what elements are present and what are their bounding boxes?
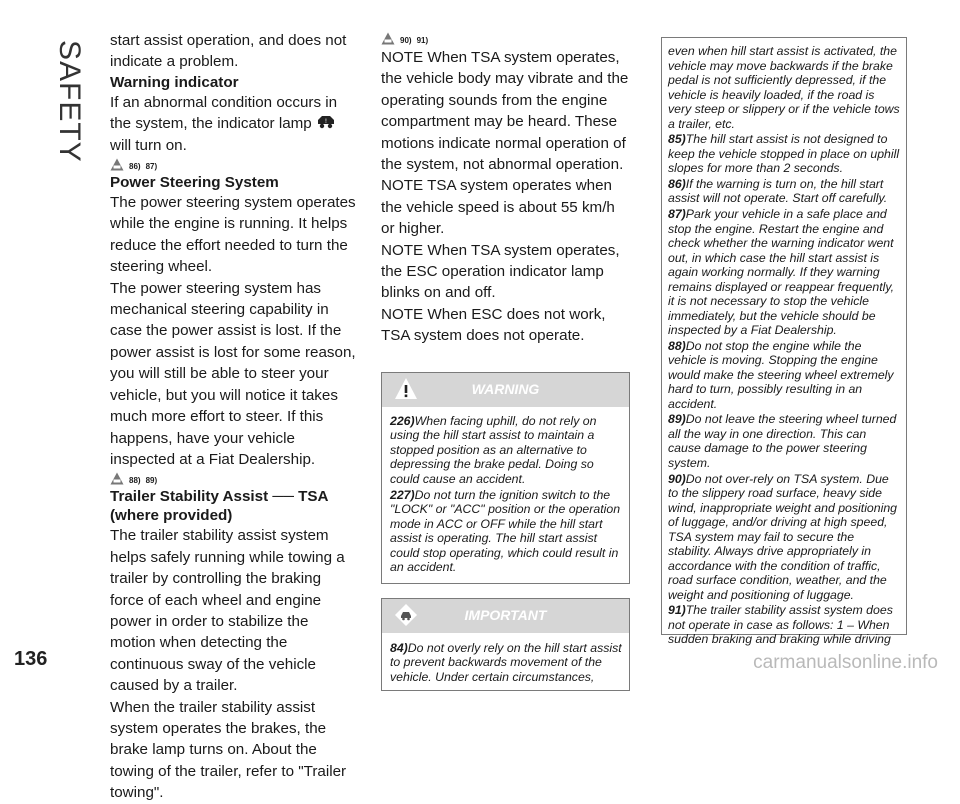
item-number: 91) xyxy=(668,603,686,618)
reference-number: 90) xyxy=(400,36,412,45)
warning-indicator-paragraph xyxy=(110,92,358,156)
item-text: The trailer stability assist system does not operate in case as follows: 1 – When sudden braking and braking while driving xyxy=(668,603,893,647)
warning-item-227 xyxy=(390,488,622,575)
item-text: Do not stop the engine while the vehicle is moving. Stopping the engine would make the steering wheel extremely hard to turn, possibly resulting in an accident. xyxy=(668,338,894,411)
intro-paragraph: start assist operation, and does not indicate a problem. xyxy=(110,32,347,71)
page-number: 136 xyxy=(14,648,48,670)
item-text: Park your vehicle in a safe place and stop the engine. Restart the engine and check whether the warning indicator went out, in which case the hill start assist is again working normally. If they warning remains displayed or reappear frequently, it is not necessary to stop the vehicle immediately, but the vehicle should be inspected by a Fiat Dealership. xyxy=(668,207,895,338)
car-warning-triangle-icon xyxy=(110,158,124,171)
reference-number: 88) xyxy=(129,476,141,486)
item-text: The hill start assist is not designed to keep the vehicle stopped in place on uphill slopes for more than 2 seconds. xyxy=(668,132,900,176)
item-text: Do not turn the ignition switch to the "LOCK" or "ACC" position or the operation mode in ACC or OFF while the hill start assist is operating. The hill start assist could stop operating, which could result in an accident. xyxy=(390,487,621,575)
important-item-91 xyxy=(668,603,900,647)
item-number: 90) xyxy=(668,471,686,486)
important-item-88 xyxy=(668,339,900,412)
car-warning-triangle-icon xyxy=(110,472,124,485)
column-3 xyxy=(661,37,907,647)
warning-box-title: WARNING xyxy=(471,380,540,397)
item-text: Do not over-rely on TSA system. Due to the slippery road surface, heavy side wind, inappropriate weight and positioning of luggage, and/or driving at high speed, TSA system may fail to secure the stability. Always drive appropriately in accordance with the condition of traffic, road surface condition, weather, and the weight and positioning of luggage. xyxy=(668,471,898,602)
important-item-90 xyxy=(668,472,900,603)
reference-number: 89) xyxy=(145,476,158,486)
item-number: 88) xyxy=(668,338,686,353)
important-box-header xyxy=(382,599,629,633)
item-text: If the warning is turn on, the hill start assist will not operate. Start off carefully. xyxy=(668,176,888,206)
warning-indicator-text-before: If an abnormal condition occurs in the system, the indicator lamp xyxy=(110,93,338,133)
reference-number: 87) xyxy=(145,162,158,172)
section-title-vertical: SAFETY xyxy=(53,40,86,163)
watermark: carmanualsonline.info xyxy=(753,652,938,673)
warning-box-header xyxy=(382,373,629,407)
item-number: 227) xyxy=(390,487,415,502)
item-number: 84) xyxy=(390,640,408,655)
important-box-body xyxy=(382,633,629,693)
item-number: 87) xyxy=(668,207,686,222)
tsa-paragraph-2: When the trailer stability assist system operates the brakes, the brake lamp turns on. About the towing of the trailer, refer to "Trailer towing". xyxy=(110,698,347,802)
warning-box xyxy=(381,372,630,584)
important-box-continued xyxy=(661,37,907,647)
item-number: 226) xyxy=(390,413,415,428)
power-steering-heading: Power Steering System xyxy=(110,174,279,192)
column-2 xyxy=(381,30,630,691)
important-box-title: IMPORTANT xyxy=(464,606,547,623)
reference-number: 86) xyxy=(129,162,141,172)
item-text: Do not overly rely on the hill start assist to prevent backwards movement of the vehicle. Under certain circumstances, xyxy=(390,640,622,684)
note-tsa-vibration: NOTE When TSA system operates, the vehicle body may vibrate and the operating sounds from the engine compartment may be heard. These motions indicate normal operation of the system, not abnormal operation. xyxy=(381,49,629,174)
tsa-paragraph-1: The trailer stability assist system helps safely running while towing a trailer by controlling the braking force of each wheel and engine power in order to stabilize the motion when detecting the continuous sway of the vehicle caused by a trailer. xyxy=(110,527,345,695)
important-item-87 xyxy=(668,207,900,338)
note-esc-lamp: NOTE When TSA system operates, the ESC operation indicator lamp blinks on and off. xyxy=(381,241,620,302)
references-90-91 xyxy=(381,31,630,45)
power-steering-paragraph-1: The power steering system operates while the engine is running. It helps reduce the effort needed to turn the steering wheel. xyxy=(110,194,356,276)
item-text: Do not leave the steering wheel turned all the way in one direction. This can cause damage to the power steering system. xyxy=(668,412,897,470)
item-text: When facing uphill, do not rely on using the hill start assist to maintain a stopped position as an alternative to depressing the brake pedal. Doing so could cause an accident. xyxy=(390,413,597,486)
warning-indicator-heading: Warning indicator xyxy=(110,73,239,91)
warning-item-226 xyxy=(390,414,622,487)
reference-number: 91) xyxy=(416,36,429,45)
note-esc-tsa: NOTE When ESC does not work, TSA system does not operate. xyxy=(381,305,606,345)
item-number: 86) xyxy=(668,176,686,191)
important-continuation: even when hill start assist is activated, the vehicle may move backwards if the brake pedal is not sufficiently depressed, if the vehicle is heavily loaded, if the road is very steep or slippery or if the vehicle tows a trailer, etc. xyxy=(668,44,900,131)
warning-indicator-text-after: will turn on. xyxy=(110,136,187,154)
note-tsa-speed: NOTE TSA system operates when the vehicle speed is about 55 km/h or higher. xyxy=(381,177,615,238)
warning-box-body xyxy=(382,407,629,584)
hill-start-warning-lamp-icon xyxy=(316,114,336,130)
column-1 xyxy=(110,30,358,804)
references-88-89 xyxy=(110,471,358,485)
tsa-heading: Trailer Stability Assist ── TSA (where provided) xyxy=(110,488,328,525)
important-item-85 xyxy=(668,132,900,176)
important-box xyxy=(381,598,630,691)
item-number: 85) xyxy=(668,132,686,147)
car-warning-triangle-icon xyxy=(381,32,395,45)
important-item-89 xyxy=(668,412,900,470)
svg-text:!: ! xyxy=(324,118,328,126)
important-item-86 xyxy=(668,177,900,206)
references-86-87 xyxy=(110,157,358,171)
power-steering-paragraph-2: The power steering system has mechanical steering capability in case the power assist is lost. If the power assist is lost for some reason, you will still be able to steer your vehicle, but you will notice it takes much more effort to steer. If this happens, have your vehicle inspected at a Fiat Dealership. xyxy=(110,279,356,468)
item-number: 89) xyxy=(668,412,686,427)
